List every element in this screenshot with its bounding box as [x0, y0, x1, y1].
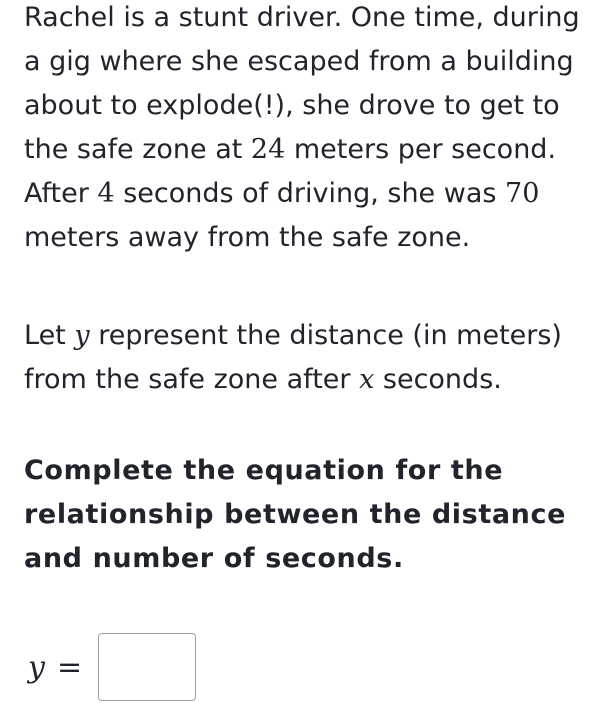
text-segment: Let: [24, 320, 75, 351]
text-segment: meters away from the safe zone.: [24, 222, 471, 253]
instruction-text: Complete the equation for the relationship between the distance and number of seconds.: [24, 455, 567, 574]
text-segment: represent the distance (in meters) from the safe zone after: [24, 320, 562, 395]
text-segment: Rachel is a stunt driver. One time, during a gig where she escaped from a building about to explode(!), she drove to get to the safe zone at: [24, 2, 580, 165]
equals-sign: =: [56, 649, 83, 685]
equation-lhs-variable: y: [28, 649, 45, 685]
text-segment: seconds of driving, she was: [114, 178, 506, 209]
time-value: 4: [97, 178, 115, 209]
variable-y: y: [74, 320, 90, 351]
text-segment: seconds.: [374, 364, 502, 395]
variable-x: x: [359, 364, 375, 395]
answer-input[interactable]: [98, 633, 196, 701]
distance-value: 70: [505, 178, 540, 209]
problem-paragraph-2: [24, 314, 604, 402]
speed-value: 24: [250, 134, 286, 165]
equation-row: [28, 632, 196, 702]
text-segment: meters per second. After: [24, 134, 557, 209]
problem-paragraph-1: [24, 0, 604, 260]
